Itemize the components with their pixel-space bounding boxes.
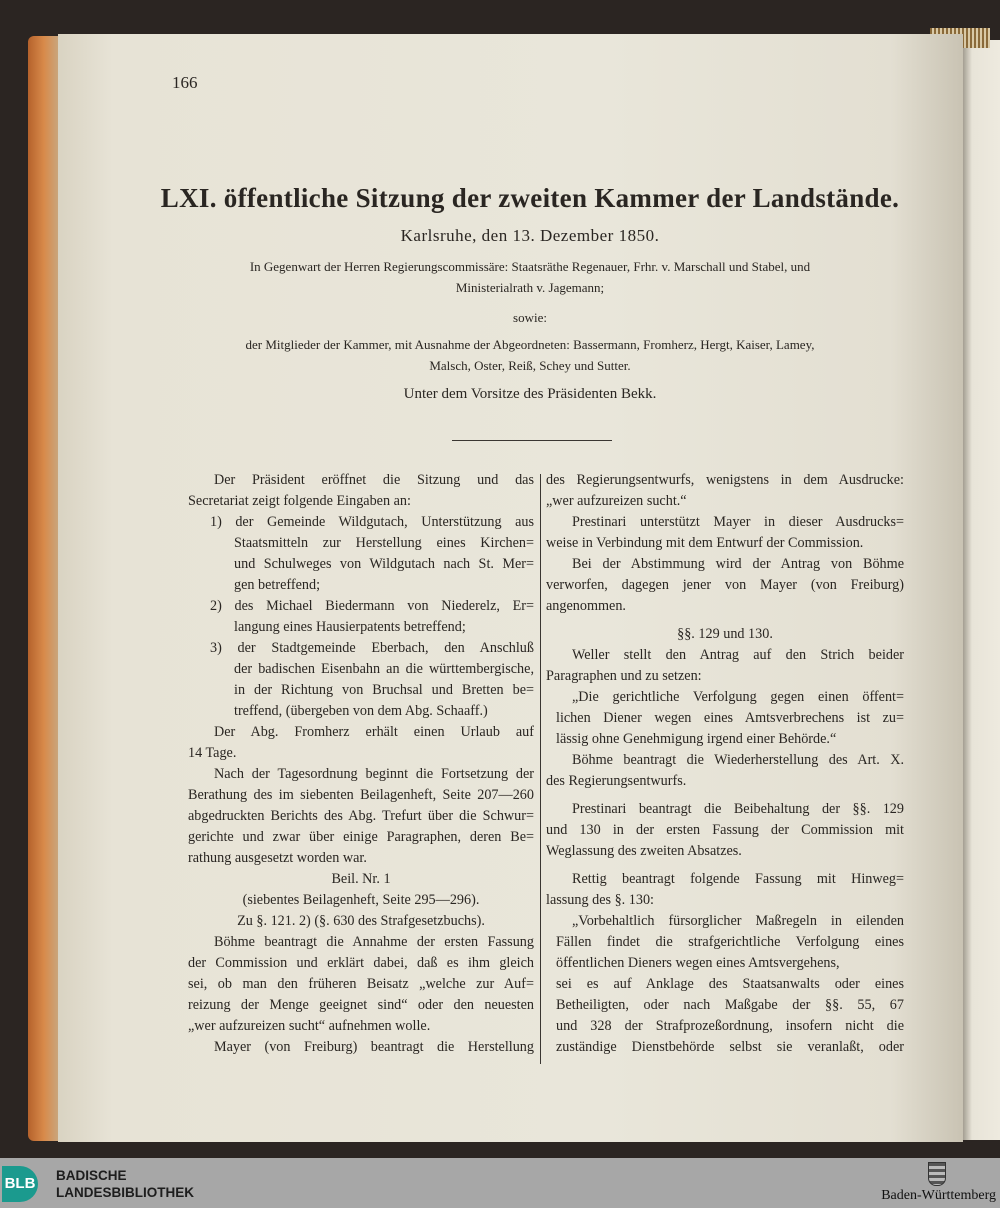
left-column <box>188 470 534 1058</box>
chair-line: Unter dem Vorsitze des Präsidenten Bekk. <box>403 386 657 402</box>
left-text-line: Mayer (von Freiburg) beantragt die Herstellung <box>214 1039 534 1055</box>
state-label[interactable]: Baden-Württemberg <box>881 1188 996 1203</box>
coat-of-arms-icon <box>928 1162 946 1186</box>
library-name-line-2: LANDESBIBLIOTHEK <box>56 1185 194 1200</box>
right-text-line: „wer aufzureizen sucht.“ <box>546 493 687 509</box>
right-text-line: Prestinari beantragt die Beibehaltung der §§. 129 <box>572 801 904 817</box>
right-text-line: „Die gerichtliche Verfolgung gegen einen öffent= <box>572 689 904 705</box>
separator-rule <box>452 440 612 441</box>
left-text-line: Berathung des im siebenten Beilagenheft, Seite 207—260 <box>188 787 534 803</box>
right-text-line: lichen Diener wegen eines Amtsverbrechens ist zu= <box>556 710 904 726</box>
right-text-line: verworfen, dagegen jener von Mayer (von Freiburg) <box>546 577 904 593</box>
left-text-line: Secretariat zeigt folgende Eingaben an: <box>188 493 411 509</box>
library-name-line-1: BADISCHE <box>56 1168 127 1183</box>
left-text-line: sei, ob man den früheren Beisatz „welche zur Auf= <box>188 976 534 992</box>
left-text-line: treffend, (übergeben von dem Abg. Schaaff.) <box>234 703 488 719</box>
sowie-label: sowie: <box>513 310 547 325</box>
right-text-line: Bei der Abstimmung wird der Antrag von Böhme <box>572 556 904 572</box>
left-text-line: gerichte und zwar über einige Paragraphen, deren Be= <box>188 829 534 845</box>
presence-line-2: Ministerialrath v. Jagemann; <box>455 280 605 295</box>
left-text-line: „wer aufzureizen sucht“ aufnehmen wolle. <box>188 1018 431 1034</box>
members-line-2: Malsch, Oster, Reiß, Schey und Sutter. <box>429 358 631 373</box>
right-text-line: Weglassung des zweiten Absatzes. <box>546 843 742 859</box>
left-text-line: rathung ausgesetzt worden war. <box>188 850 367 866</box>
right-text-line: Weller stellt den Antrag auf den Strich beider <box>572 647 904 663</box>
session-title: LXI. öffentliche Sitzung der zweiten Kammer der Landstände. <box>160 183 900 213</box>
library-name[interactable] <box>56 1167 194 1201</box>
right-text-line: §§. 129 und 130. <box>677 626 773 642</box>
right-text-line: Fällen findet die strafgerichtliche Verfolgung eines <box>556 934 904 950</box>
left-text-line: (siebentes Beilagenheft, Seite 295—296). <box>242 892 480 908</box>
left-text-line: der Commission und erklärt dabei, daß es ihm gleich <box>188 955 534 971</box>
right-text-line: lassung des §. 130: <box>546 892 654 908</box>
left-text-line: abgedruckten Berichts des Abg. Trefurt über die Schwur= <box>188 808 534 824</box>
right-text-line: Böhme beantragt die Wiederherstellung des Art. X. <box>572 752 904 768</box>
page-number: 166 <box>172 73 198 92</box>
right-text-line: des Regierungsentwurfs. <box>546 773 687 789</box>
left-text-line: der badischen Eisenbahn an die württembergische, <box>234 661 534 677</box>
left-text-line: Staatsmitteln zur Herstellung eines Kirchen= <box>234 535 534 551</box>
right-text-line: lässig ohne Genehmigung irgend einer Behörde.“ <box>556 731 837 747</box>
right-text-line: des Regierungsentwurfs, wenigstens in dem Ausdrucke: <box>546 472 904 488</box>
right-text-line: Betheiligten, oder nach Maßgabe der §§. 55, 67 <box>556 997 904 1013</box>
left-text-line: in der Richtung von Bruchsal und Bretten be= <box>234 682 534 698</box>
left-text-line: 3) der Stadtgemeinde Eberbach, den Anschluß <box>210 640 534 656</box>
right-text-line: Prestinari unterstützt Mayer in dieser Ausdrucks= <box>572 514 904 530</box>
right-text-line: öffentlichen Dieners wegen eines Amtsvergehens, <box>556 955 840 971</box>
left-text-line: 14 Tage. <box>188 745 237 761</box>
members-line-1: der Mitglieder der Kammer, mit Ausnahme der Abgeordneten: Bassermann, Fromherz, Hergt, Kaiser, Lamey, <box>245 337 815 352</box>
left-text-line: Böhme beantragt die Annahme der ersten Fassung <box>214 934 534 950</box>
right-text-line: und 328 der Strafprozeßordnung, insofern nicht die <box>556 1018 904 1034</box>
place-date: Karlsruhe, den 13. Dezember 1850. <box>400 226 660 245</box>
left-text-line: Der Präsident eröffnet die Sitzung und das <box>214 472 534 488</box>
right-text-line: Rettig beantragt folgende Fassung mit Hinweg= <box>572 871 904 887</box>
next-page-edge <box>960 40 1000 1140</box>
left-text-line: 2) des Michael Biedermann von Niederelz, Er= <box>210 598 534 614</box>
right-text-line: und 130 in der ersten Fassung der Commission mit <box>546 822 904 838</box>
left-text-line: und Schulweges von Wildgutach nach St. Mer= <box>234 556 534 572</box>
right-text-line: „Vorbehaltlich fürsorglicher Maßregeln in eilenden <box>572 913 904 929</box>
left-text-line: Nach der Tagesordnung beginnt die Fortsetzung der <box>214 766 534 782</box>
right-text-line: angenommen. <box>546 598 626 614</box>
right-text-line: sei es auf Anklage des Staatsanwalts oder eines <box>556 976 904 992</box>
left-text-line: Zu §. 121. 2) (§. 630 des Strafgesetzbuchs). <box>237 913 485 929</box>
left-text-line: gen betreffend; <box>234 577 321 593</box>
footer-bar <box>0 1158 1000 1208</box>
right-text-line: zuständige Dienstbehörde selbst sie veranlaßt, oder <box>556 1039 904 1055</box>
presence-line-1: In Gegenwart der Herren Regierungscommissäre: Staatsräthe Regenauer, Frhr. v. Marschall und Stabel, und <box>249 259 811 274</box>
left-text-line: Beil. Nr. 1 <box>331 871 391 887</box>
column-divider <box>540 474 541 1064</box>
left-text-line: Der Abg. Fromherz erhält einen Urlaub auf <box>214 724 534 740</box>
left-text-line: reizung der Menge geeignet sind“ oder den neuesten <box>188 997 534 1013</box>
right-text-line: Paragraphen und zu setzen: <box>546 668 702 684</box>
right-column <box>546 470 904 1058</box>
left-text-line: langung eines Hausierpatents betreffend; <box>234 619 466 635</box>
right-text-line: weise in Verbindung mit dem Entwurf der Commission. <box>546 535 864 551</box>
left-text-line: 1) der Gemeinde Wildgutach, Unterstützung aus <box>210 514 534 530</box>
blb-logo[interactable]: BLB <box>2 1166 38 1202</box>
